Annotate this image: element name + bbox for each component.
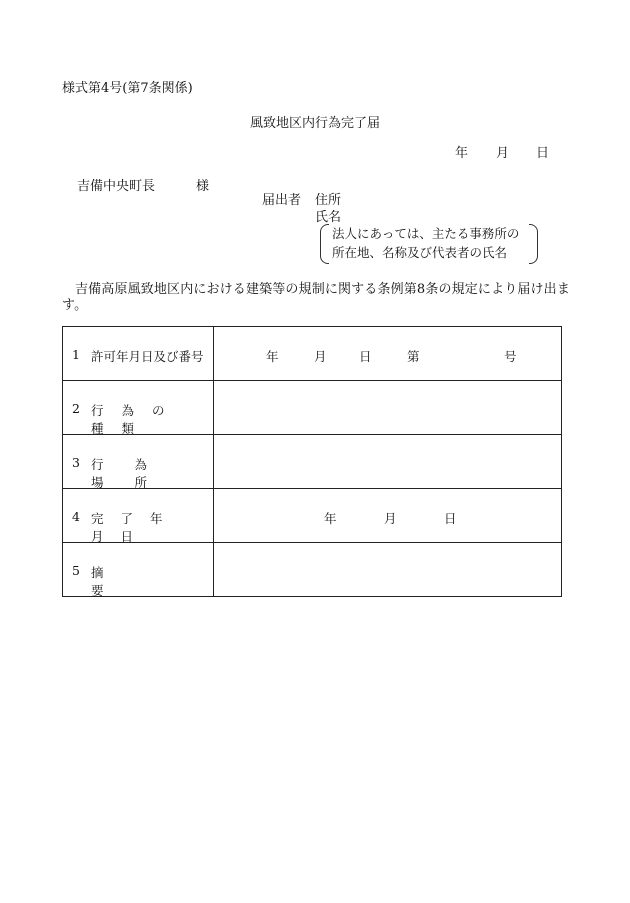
remarks-cell xyxy=(214,543,562,597)
completion-month-label: 月 xyxy=(384,511,397,526)
table-row xyxy=(63,327,562,381)
row-label: 摘要 xyxy=(91,565,191,598)
table-row xyxy=(63,381,562,435)
completion-info-table xyxy=(62,326,562,597)
row-number: 2 xyxy=(72,401,80,416)
row-label-cell xyxy=(63,327,214,381)
body-text: 吉備高原風致地区内における建築等の規制に関する条例第8条の規定により届け出ます。 xyxy=(62,282,570,313)
action-type-cell xyxy=(214,381,562,435)
addressee: 吉備中央町長 xyxy=(77,179,156,194)
left-bracket xyxy=(320,224,329,264)
right-bracket xyxy=(529,224,538,264)
row-label: 行為場所 xyxy=(91,457,179,490)
name-label: 氏名 xyxy=(315,210,342,225)
permit-day-label: 日 xyxy=(359,349,372,364)
permit-value-cell xyxy=(214,327,562,381)
notifier-label: 届出者 xyxy=(262,193,302,208)
row-number: 3 xyxy=(72,455,80,470)
corporation-note-line-1: 法人にあっては、主たる事務所の xyxy=(332,226,520,241)
form-number-label: 様式第4号(第7条関係) xyxy=(62,81,193,96)
table-row xyxy=(63,435,562,489)
permit-year-label: 年 xyxy=(266,349,279,364)
row-label-cell xyxy=(63,489,214,543)
date-day-label: 日 xyxy=(536,146,550,161)
completion-date-cell xyxy=(214,489,562,543)
date-year-label: 年 xyxy=(455,146,469,161)
row-label: 完了年月日 xyxy=(91,511,180,544)
row-number: 4 xyxy=(72,509,80,524)
row-label-cell xyxy=(63,435,214,489)
row-label: 行為の種類 xyxy=(91,403,183,436)
table-row xyxy=(63,543,562,597)
document-title: 風致地区内行為完了届 xyxy=(249,116,380,131)
row-number: 1 xyxy=(72,347,80,362)
date-month-label: 月 xyxy=(496,146,510,161)
completion-day-label: 日 xyxy=(444,511,457,526)
honorific: 様 xyxy=(196,179,210,194)
table-row xyxy=(63,489,562,543)
row-label-cell xyxy=(63,543,214,597)
permit-dai-label: 第 xyxy=(407,349,420,364)
row-number: 5 xyxy=(72,563,80,578)
corporation-note-line-2: 所在地、名称及び代表者の氏名 xyxy=(332,245,508,260)
row-label-cell xyxy=(63,381,214,435)
action-place-cell xyxy=(214,435,562,489)
permit-go-label: 号 xyxy=(504,349,517,364)
corporation-note xyxy=(320,224,538,264)
permit-month-label: 月 xyxy=(314,349,327,364)
completion-year-label: 年 xyxy=(324,511,337,526)
row-label: 許可年月日及び番号 xyxy=(91,349,204,364)
address-label: 住所 xyxy=(315,193,342,208)
